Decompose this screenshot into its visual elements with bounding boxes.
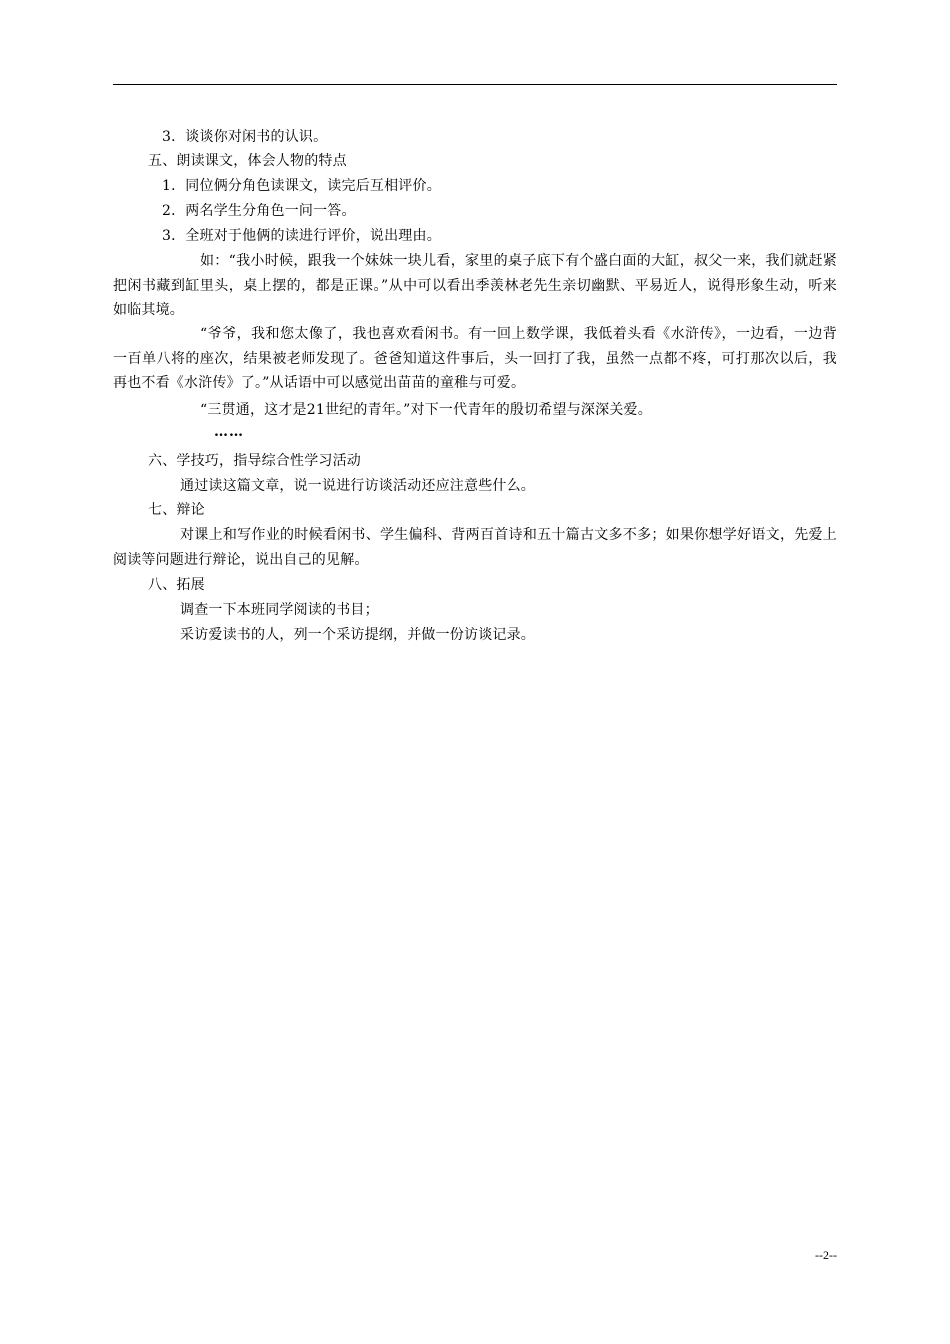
page-number: --2--: [815, 1248, 837, 1262]
section5-item1: 1．同位俩分角色读课文，读完后互相评价。: [162, 178, 441, 194]
header-rule: [113, 84, 837, 85]
section5-example1: 如：“我小时候，跟我一个妹妹一块儿看，家里的桌子底下有个盛白面的大缸，叔父一来，我们就赶紧把闲书藏到缸里头，桌上摆的，都是正课。”从中可以看出季羡林老先生亲切幽默、平易近人，说得形象生动，听来如临其境。: [113, 253, 837, 318]
section7-heading: 七、辩论: [148, 502, 205, 518]
section5-example2: “爷爷，我和您太像了，我也喜欢看闲书。有一回上数学课，我低着头看《水浒传》，一边看，一边背一百单八将的座次，结果被老师发现了。爸爸知道这件事后，头一回打了我，虽然一点都不疼，可打那次以后，我再也不看《水浒传》了。”从话语中可以感觉出苗苗的童稚与可爱。: [113, 326, 837, 391]
section5-item3: 3．全班对于他俩的读进行评价，说出理由。: [162, 228, 441, 244]
section5-heading: 五、朗读课文，体会人物的特点: [148, 153, 347, 169]
section5-example3: “三贯通，这才是21世纪的青年。”对下一代青年的殷切希望与深深关爱。: [200, 402, 652, 418]
section5-ellipsis: ……: [214, 424, 244, 440]
section5-item2: 2．两名学生分角色一问一答。: [162, 203, 356, 219]
section4-item3: 3．谈谈你对闲书的认识。: [162, 129, 328, 145]
section8-line2: 采访爱读书的人，列一个采访提纲，并做一份访谈记录。: [180, 627, 535, 643]
section8-heading: 八、拓展: [148, 577, 205, 593]
section7-body: 对课上和写作业的时候看闲书、学生偏科、背两百首诗和五十篇古文多不多；如果你想学好语文，先爱上阅读等问题进行辩论，说出自己的见解。: [113, 527, 837, 568]
section6-heading: 六、学技巧，指导综合性学习活动: [148, 453, 361, 469]
section6-body: 通过读这篇文章，说一说进行访谈活动还应注意些什么。: [180, 478, 535, 494]
section8-line1: 调查一下本班同学阅读的书目；: [180, 602, 379, 618]
